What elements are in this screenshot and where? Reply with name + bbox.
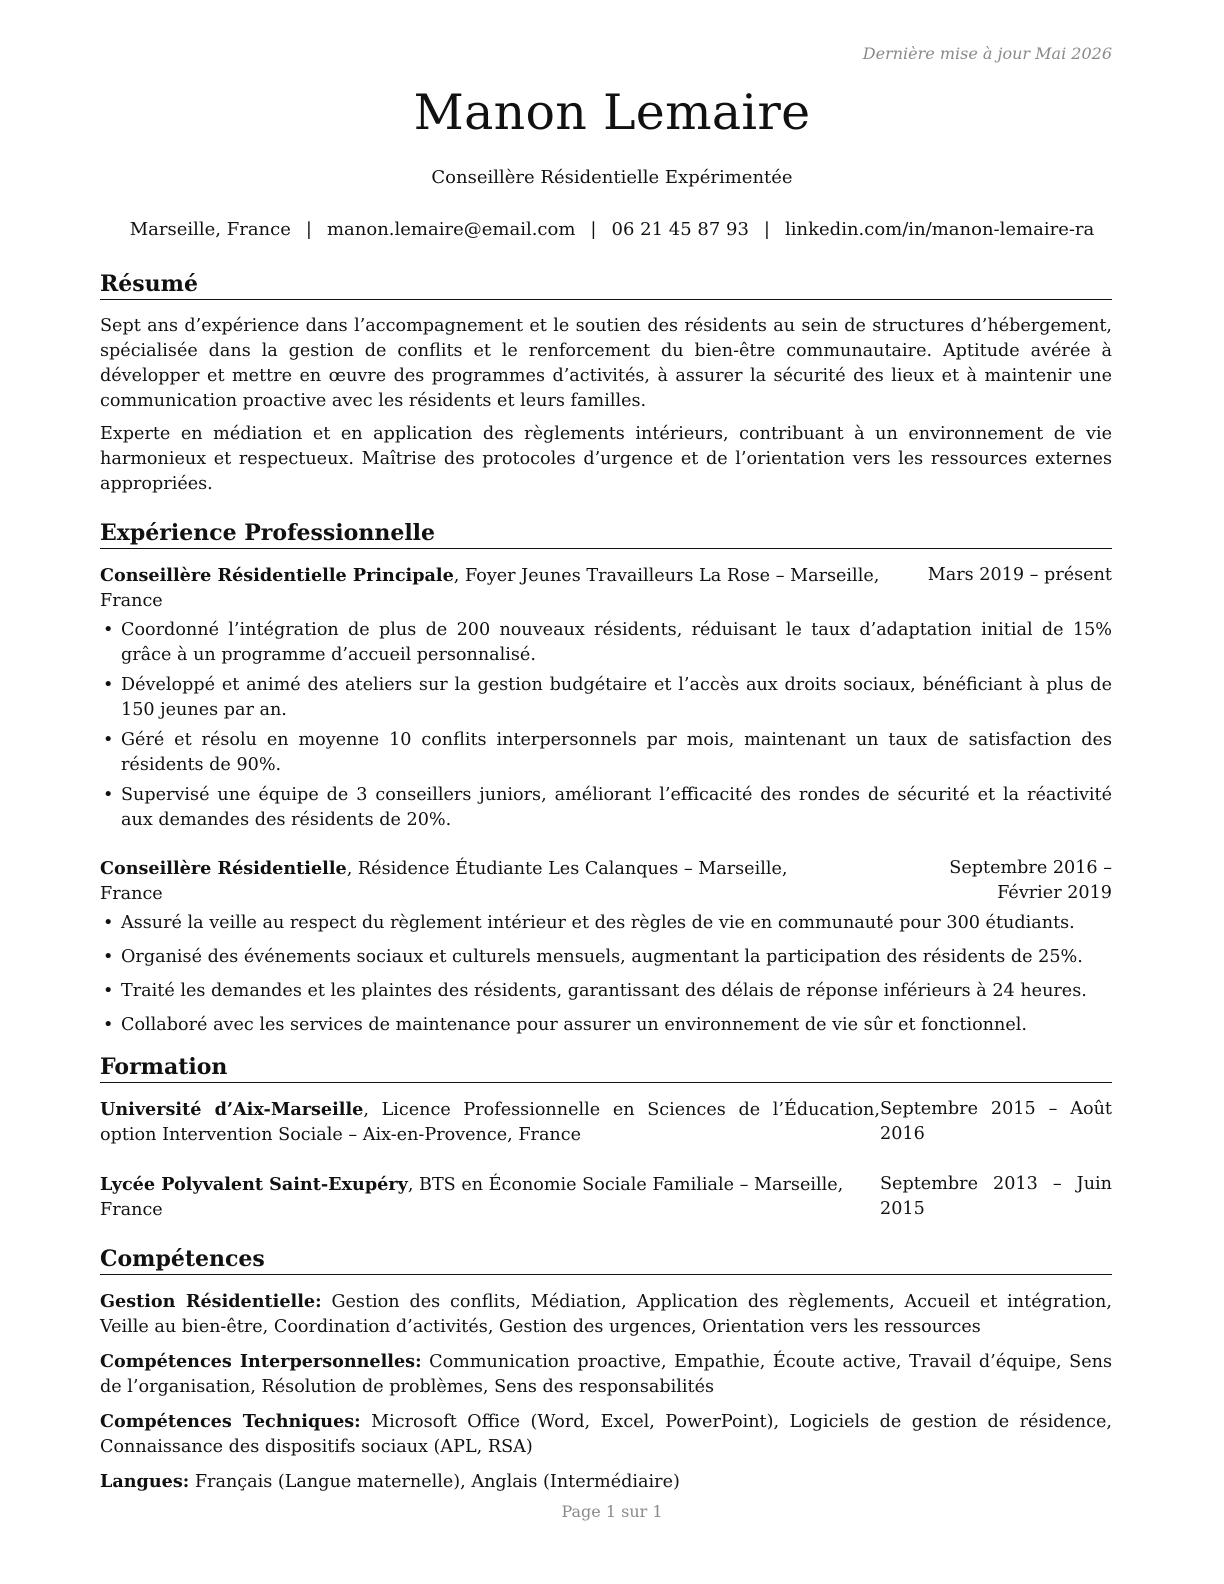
contact-email[interactable]: manon.lemaire@email.com <box>326 219 576 240</box>
skill-line <box>100 1349 1112 1400</box>
job-entry <box>100 856 1112 1038</box>
skill-label: Langues: <box>100 1471 190 1492</box>
education-detail: , BTS en Économie Sociale Familiale – Marseille, France <box>100 1175 844 1220</box>
list-item: • Collaboré avec les services de maintenance pour assurer un environnement de vie sûr et fonctionnel. <box>100 1013 1112 1038</box>
job-role: Conseillère Résidentielle Principale <box>100 565 454 586</box>
skill-text: Français (Langue maternelle), Anglais (Intermédiaire) <box>189 1472 680 1492</box>
bullet-icon: • <box>103 730 114 750</box>
list-item: • Traité les demandes et les plaintes des résidents, garantissant des délais de réponse inférieurs à 24 heures. <box>100 979 1112 1004</box>
skill-label: Compétences Interpersonnelles: <box>100 1351 422 1372</box>
education-entry <box>100 1097 1112 1148</box>
section-title-experience: Expérience Professionnelle <box>100 519 1112 549</box>
contact-location: Marseille, France <box>129 219 291 240</box>
education-dates: Septembre 2015 – Août 2016 <box>880 1099 1112 1144</box>
skill-line <box>100 1409 1112 1460</box>
education-entry <box>100 1172 1112 1223</box>
bullet-icon: • <box>103 620 114 640</box>
list-item: • Assuré la veille au respect du règlement intérieur et des règles de vie en communauté pour 300 étudiants. <box>100 911 1112 936</box>
contact-phone: 06 21 45 87 93 <box>611 219 749 240</box>
job-entry <box>100 563 1112 833</box>
skill-label: Compétences Techniques: <box>100 1411 361 1432</box>
skill-label: Gestion Résidentielle: <box>100 1291 322 1312</box>
section-title-summary: Résumé <box>100 270 1112 300</box>
education-detail: , Licence Professionnelle en Sciences de l’Éducation, option Intervention Sociale – Aix-en-Provence, France <box>100 1100 880 1145</box>
job-dates: Mars 2019 – présent <box>927 565 1112 585</box>
bullet-icon: • <box>103 981 114 1001</box>
list-item: • Géré et résolu en moyenne 10 conflits interpersonnels par mois, maintenant un taux de satisfaction des résidents de 90%. <box>103 730 1112 775</box>
bullet-icon: • <box>103 785 114 805</box>
resume-body <box>100 270 1112 1504</box>
education-dates: Septembre 2013 – Juin 2015 <box>880 1174 1112 1219</box>
education-school: Lycée Polyvalent Saint-Exupéry <box>100 1174 408 1195</box>
candidate-title: Conseillère Résidentielle Expérimentée <box>431 167 793 188</box>
contact-linkedin[interactable]: linkedin.com/in/manon-lemaire-ra <box>785 219 1095 240</box>
list-item: • Supervisé une équipe de 3 conseillers juniors, améliorant l’efficacité des rondes de sécurité et la réactivité aux demandes des résidents de 20%. <box>103 785 1112 830</box>
bullet-icon: • <box>103 913 114 933</box>
summary-paragraph: Sept ans d’expérience dans l’accompagnement et le soutien des résidents au sein de structures d’hébergement, spécialisée dans la gestion de conflits et le renforcement du bien-être communautaire. Aptitude avérée à développer et mettre en œuvre des programmes d’activités, à assurer la sécurité des lieux et à maintenir une communication proactive avec les résidents et leurs familles. <box>100 316 1112 411</box>
bullet-icon: • <box>103 1015 114 1035</box>
job-org: , Foyer Jeunes Travailleurs La Rose – Marseille, France <box>100 566 880 611</box>
last-updated: Dernière mise à jour Mai 2026 <box>862 44 1112 63</box>
candidate-name: Manon Lemaire <box>413 84 811 141</box>
contact-separator: | <box>763 219 770 240</box>
summary-paragraph: Experte en médiation et en application des règlements intérieurs, contribuant à un environnement de vie harmonieux et respectueux. Maîtrise des protocoles d’urgence et de l’orientation vers les ressources externes appropriées. <box>100 424 1112 494</box>
skill-text: Gestion des conflits, Médiation, Application des règlements, Accueil et intégration, Veille au bien-être, Coordination d’activités, Gestion des urgences, Orientation vers les ressources <box>100 1292 1112 1337</box>
bullet-icon: • <box>103 947 114 967</box>
contact-separator: | <box>590 219 597 240</box>
contact-separator: | <box>305 219 312 240</box>
job-org: , Résidence Étudiante Les Calanques – Marseille, France <box>100 859 788 904</box>
education-school: Université d’Aix-Marseille <box>100 1099 364 1120</box>
job-dates: Septembre 2016 – Février 2019 <box>949 858 1112 903</box>
page-number: Page 1 sur 1 <box>561 1502 663 1521</box>
list-item: • Développé et animé des ateliers sur la gestion budgétaire et l’accès aux droits sociaux, bénéficiant à plus de 150 jeunes par an. <box>103 675 1112 720</box>
list-item: • Coordonné l’intégration de plus de 200 nouveaux résidents, réduisant le taux d’adaptation initial de 15% grâce à un programme d’accueil personnalisé. <box>103 620 1112 665</box>
section-title-skills: Compétences <box>100 1245 1112 1275</box>
section-title-education: Formation <box>100 1053 1112 1083</box>
list-item: • Organisé des événements sociaux et culturels mensuels, augmentant la participation des résidents de 25%. <box>100 945 1112 970</box>
job-role: Conseillère Résidentielle <box>100 858 347 879</box>
skill-text: Microsoft Office (Word, Excel, PowerPoint), Logiciels de gestion de résidence, Connaissance des dispositifs sociaux (APL, RSA) <box>100 1412 1112 1457</box>
skill-line <box>100 1289 1112 1340</box>
contact-line <box>0 219 1224 240</box>
skill-text: Communication proactive, Empathie, Écoute active, Travail d’équipe, Sens de l’organisation, Résolution de problèmes, Sens des responsabilités <box>100 1352 1112 1397</box>
bullet-icon: • <box>103 675 114 695</box>
skill-line <box>100 1469 1112 1495</box>
